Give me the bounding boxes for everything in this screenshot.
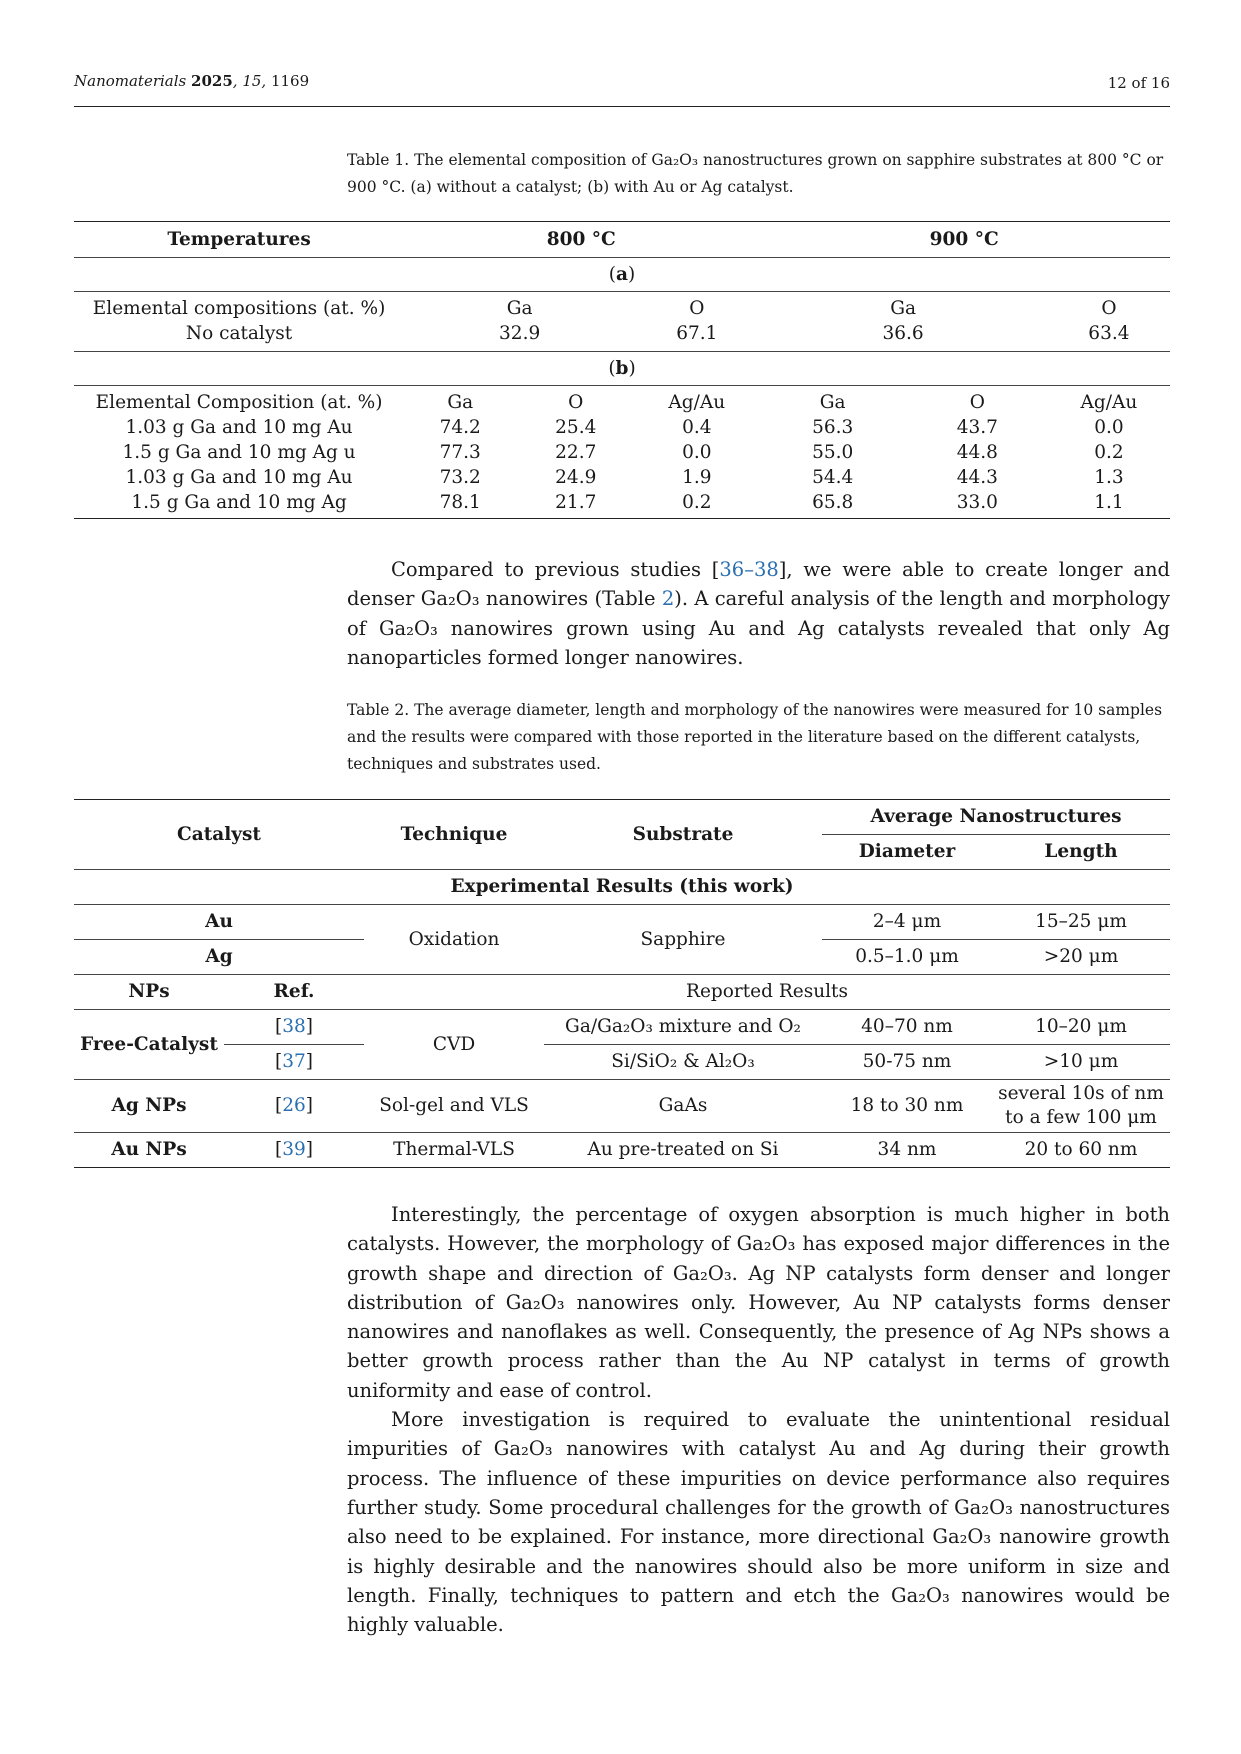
paragraph-2-3 [347, 1200, 1170, 1639]
t1-b-r3-v1: 21.7 [516, 490, 635, 519]
t2-ag-catalyst: Ag NPs [74, 1080, 224, 1133]
t1-header-temperatures: Temperatures [74, 222, 404, 258]
t1-b-r0-label: 1.03 g Ga and 10 mg Au [125, 417, 353, 438]
table-row [74, 1133, 1170, 1168]
table-row [74, 465, 1170, 490]
t1-section-a: (a) [74, 258, 1170, 292]
t1-b-r1-v2: 0.0 [682, 442, 712, 463]
t2-free-length-0: 10–20 μm [992, 1010, 1170, 1045]
t1-b-r2-v0: 73.2 [439, 467, 481, 488]
t2-exp-ag-diameter: 0.5–1.0 μm [822, 940, 992, 975]
t2-header-ref: Ref. [224, 975, 364, 1010]
t2-au-technique: Thermal-VLS [364, 1133, 544, 1168]
t2-exp-technique: Oxidation [364, 905, 544, 975]
t1-b-r2-v4: 44.3 [956, 467, 998, 488]
t1-b-r1-v0: 77.3 [439, 442, 481, 463]
t1-b-r2-v3: 54.4 [812, 467, 854, 488]
table1-caption-text: The elemental composition of Ga₂O₃ nanostructures grown on sapphire substrates at 800 °C or 900 °C. (a) without a catalyst; (b) with Au or Ag catalyst. [347, 151, 1164, 196]
t1-a-v-0: 32.9 [404, 321, 635, 352]
t1-b-header-label: Elemental Composition (at. %) [95, 392, 383, 413]
t2-exp-ag-catalyst: Ag [74, 940, 364, 975]
t2-free-diameter-0: 40–70 nm [822, 1010, 992, 1045]
t1-b-r0-v3: 56.3 [812, 417, 854, 438]
journal-year: 2025 [191, 72, 233, 90]
t1-b-r0-v5: 0.0 [1094, 417, 1124, 438]
paragraph-2: Interestingly, the percentage of oxygen absorption is much higher in both catalysts. However, the morphology of Ga₂O₃ has exposed major differences in the growth shape and direction of Ga₂O₃. Ag NP catalysts form denser and longer distribution of Ga₂O₃ nanowires only. However, Au NP catalysts forms denser nanowires and nanoflakes as well. Consequently, the presence of Ag NPs shows a better growth process rather than the Au NP catalyst in terms of growth uniformity and ease of control. [347, 1203, 1170, 1402]
table-row [74, 415, 1170, 440]
table2 [74, 799, 1170, 1168]
t1-b-r2-v2: 1.9 [682, 467, 712, 488]
t2-au-ref: [39] [224, 1133, 364, 1168]
t1-a-header-label: Elemental compositions (at. %) [92, 298, 386, 319]
t1-b-r3-v0: 78.1 [404, 490, 516, 519]
t1-b-r0-v2: 0.4 [682, 417, 712, 438]
t2-ag-length-line1: several 10s of nm [998, 1083, 1164, 1104]
running-header: Nanomaterials 2025, 15, 1169 [74, 72, 310, 90]
t2-au-substrate: Au pre-treated on Si [544, 1133, 822, 1168]
t1-b-h-4: O [969, 392, 985, 413]
t2-free-technique: CVD [364, 1010, 544, 1080]
t2-header-average: Average Nanostructures [822, 800, 1170, 835]
t2-au-diameter: 34 nm [822, 1133, 992, 1168]
table1-caption [347, 147, 1170, 201]
paragraph-1 [347, 555, 1170, 672]
t1-a-v-3: 63.4 [1048, 321, 1170, 352]
citation-link[interactable]: 39 [282, 1139, 306, 1160]
t2-exp-ag-length: >20 μm [992, 940, 1170, 975]
table-ref-link[interactable]: 2 [661, 587, 675, 611]
table-row [74, 1080, 1170, 1133]
t2-free-length-1: >10 μm [992, 1045, 1170, 1080]
paragraph-1-text-a: Compared to previous studies [ [391, 558, 720, 581]
t2-ag-substrate: GaAs [544, 1080, 822, 1133]
t2-free-diameter-1: 50-75 nm [822, 1045, 992, 1080]
header-rule [74, 106, 1170, 107]
t1-a-h-2: Ga [890, 298, 916, 319]
t2-free-substrate-0: Ga/Ga₂O₃ mixture and O₂ [544, 1010, 822, 1045]
t1-b-r1-v4: 44.8 [956, 442, 998, 463]
t2-exp-au-diameter: 2–4 μm [822, 905, 992, 940]
t1-b-r1-v3: 55.0 [812, 442, 854, 463]
t1-b-r2-v5: 1.3 [1094, 467, 1124, 488]
t1-b-r1-label: 1.5 g Ga and 10 mg Ag u [122, 442, 356, 463]
t1-a-row-label: No catalyst [74, 321, 404, 352]
citation-link[interactable]: 26 [282, 1095, 306, 1116]
t2-ag-length-line2: to a few 100 μm [1005, 1107, 1157, 1128]
t2-free-catalyst: Free-Catalyst [74, 1010, 224, 1080]
t1-b-h-0: Ga [447, 392, 474, 413]
t2-header-nps: NPs [74, 975, 224, 1010]
t2-au-catalyst: Au NPs [74, 1133, 224, 1168]
t1-b-r2-label: 1.03 g Ga and 10 mg Au [125, 467, 353, 488]
t2-header-length: Length [992, 835, 1170, 870]
t2-exp-au-catalyst: Au [74, 905, 364, 940]
t2-exp-substrate: Sapphire [544, 905, 822, 975]
t1-b-r3-v5: 1.1 [1048, 490, 1170, 519]
t1-header-800: 800 °C [404, 222, 758, 258]
t1-a-h-0: Ga [506, 298, 533, 319]
paragraph-3: More investigation is required to evaluate the unintentional residual impurities of Ga₂O₃ nanowires with catalyst Au and Ag during their growth process. The influence of these impurities on device performance also requires further study. Some procedural challenges for the growth of Ga₂O₃ nanostructures also need to be explained. For instance, more directional Ga₂O₃ nanowire growth is highly desirable and the nanowires should also be more uniform in size and length. Finally, techniques to pattern and etch the Ga₂O₃ nanowires would be highly valuable. [347, 1408, 1170, 1637]
t1-b-r1-v1: 22.7 [555, 442, 597, 463]
t1-b-r3-v4: 33.0 [907, 490, 1048, 519]
t1-b-r1-v5: 0.2 [1094, 442, 1124, 463]
t1-b-r0-v0: 74.2 [439, 417, 481, 438]
journal-volume: 15 [242, 72, 262, 90]
t1-b-r3-v2: 0.2 [635, 490, 758, 519]
t1-header-900: 900 °C [758, 222, 1170, 258]
t2-free-substrate-1: Si/SiO₂ & Al₂O₃ [544, 1045, 822, 1080]
t2-header-catalyst: Catalyst [74, 800, 364, 870]
t2-reported-header: Reported Results [364, 975, 1170, 1010]
t1-a-v-1: 67.1 [635, 321, 758, 352]
table-row [74, 1045, 1170, 1080]
table2-caption-label: Table 2. [347, 701, 410, 719]
table-row [74, 490, 1170, 519]
t2-ag-ref: [26] [224, 1080, 364, 1133]
page-number: 12 of 16 [1107, 74, 1170, 92]
paragraph-1-text-b: ], we were able to create longer and denser Ga₂O₃ nanowires (Table [347, 558, 1171, 611]
t1-b-r3-v3: 65.8 [758, 490, 907, 519]
t2-header-technique: Technique [364, 800, 544, 870]
t1-a-v-2: 36.6 [758, 321, 1047, 352]
table2-caption-text: The average diameter, length and morphology of the nanowires were measured for 10 samples and the results were compared with those reported in the literature based on the different catalysts, techniques and substrates used. [347, 701, 1163, 773]
t2-ag-length [992, 1080, 1170, 1133]
table-row [74, 905, 1170, 940]
t1-b-r0-v1: 25.4 [555, 417, 597, 438]
t1-b-r3-label: 1.5 g Ga and 10 mg Ag [74, 490, 404, 519]
citation-link[interactable]: 36–38 [719, 558, 779, 581]
t2-experimental-header: Experimental Results (this work) [74, 870, 1170, 905]
t2-exp-au-length: 15–25 μm [992, 905, 1170, 940]
citation-link[interactable]: 37 [282, 1051, 306, 1072]
t1-section-b: (b) [74, 352, 1170, 386]
t1-a-h-1: O [689, 298, 705, 319]
t1-b-h-2: Ag/Au [668, 392, 726, 413]
t1-b-r0-v4: 43.7 [956, 417, 998, 438]
article-number: 1169 [270, 72, 310, 90]
t2-header-substrate: Substrate [544, 800, 822, 870]
table1-caption-label: Table 1. [347, 151, 410, 169]
t2-ag-diameter: 18 to 30 nm [822, 1080, 992, 1133]
t2-free-ref-0: [38] [224, 1010, 364, 1045]
t2-header-diameter: Diameter [822, 835, 992, 870]
t1-b-h-3: Ga [819, 392, 846, 413]
table2-caption [347, 697, 1170, 778]
table1 [74, 221, 1170, 519]
t2-au-length: 20 to 60 nm [992, 1133, 1170, 1168]
table-row [74, 1010, 1170, 1045]
t1-b-h-1: O [568, 392, 584, 413]
t1-a-h-3: O [1101, 298, 1117, 319]
journal-name: Nanomaterials [74, 72, 187, 90]
citation-link[interactable]: 38 [282, 1016, 306, 1037]
t2-free-ref-1: [37] [224, 1045, 364, 1080]
t1-b-h-5: Ag/Au [1080, 392, 1138, 413]
t1-b-r2-v1: 24.9 [555, 467, 597, 488]
table-row [74, 440, 1170, 465]
paragraph-1-text-c: ). A careful analysis of the length and morphology of Ga₂O₃ nanowires grown using Au and Ag catalysts revealed that only Ag nanoparticles formed longer nanowires. [347, 587, 1170, 669]
t2-ag-technique: Sol-gel and VLS [364, 1080, 544, 1133]
